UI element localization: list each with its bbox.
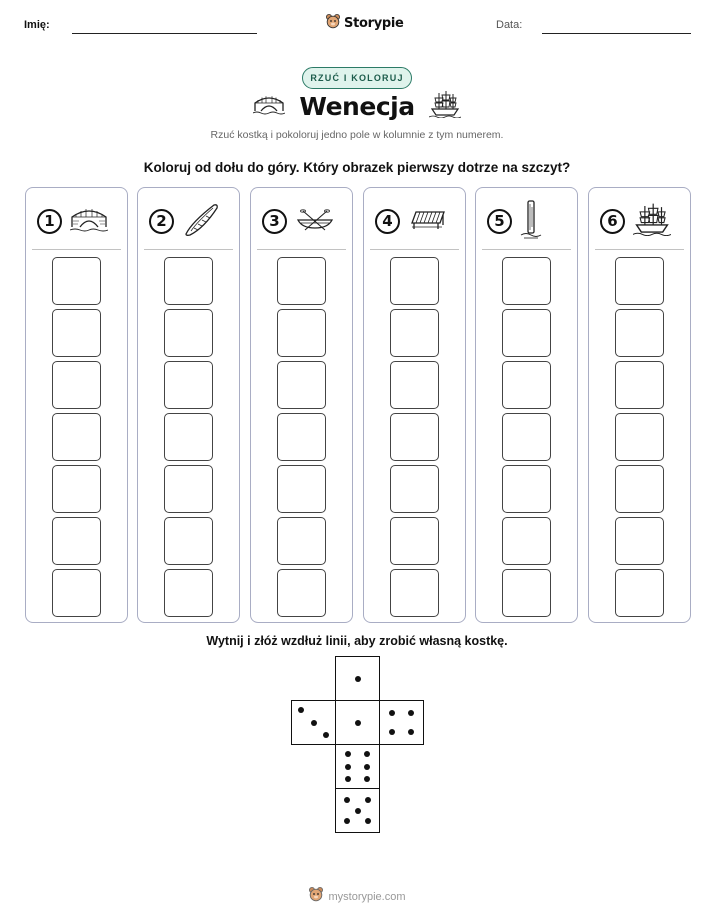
bear-mascot-icon [325,13,341,34]
color-cell[interactable] [52,309,101,357]
color-cell[interactable] [277,361,326,409]
dice-pip [364,764,370,770]
column-header [375,202,459,240]
color-cell[interactable] [390,465,439,513]
rowboat-icon [295,206,335,237]
color-cell[interactable] [615,361,664,409]
dice-pip [344,797,350,803]
cut-instruction: Wytnij i złóż wzdłuż linii, aby zrobić własną kostkę. [206,634,508,648]
sailing-ship-icon [633,202,671,241]
color-cell[interactable] [502,569,551,617]
brand-name: Storypie [344,16,404,31]
column-divider [32,249,121,250]
color-cell[interactable] [164,569,213,617]
date-label: Data: [496,19,523,31]
title-row [0,90,714,123]
dice-pip [345,776,351,782]
race-column-5 [475,187,578,623]
dice-pip [365,797,371,803]
brand-logo [325,13,404,34]
sailing-ship-icon [429,90,461,123]
color-cell[interactable] [277,569,326,617]
footer-url: mystorypie.com [328,890,406,903]
color-cell[interactable] [52,465,101,513]
race-column-3 [250,187,353,623]
column-number: 5 [487,209,512,234]
dice-face-3 [291,700,336,745]
color-cell[interactable] [502,361,551,409]
dice-pip [298,707,304,713]
color-cell[interactable] [164,257,213,305]
dice-pip [355,808,361,814]
footer [0,886,714,907]
color-cell[interactable] [615,517,664,565]
dice-pip [355,720,361,726]
column-header [37,202,121,240]
color-cell[interactable] [615,309,664,357]
color-cell[interactable] [390,361,439,409]
color-cell[interactable] [390,257,439,305]
column-divider [482,249,571,250]
color-cell[interactable] [390,309,439,357]
race-column-4 [363,187,466,623]
column-number: 3 [262,209,287,234]
color-cell[interactable] [164,413,213,461]
dice-pip [344,818,350,824]
color-cell[interactable] [164,517,213,565]
column-number: 6 [600,209,625,234]
dice-pip [345,764,351,770]
dice-face-4 [379,700,424,745]
bridge-icon [253,93,285,120]
dice-face-1 [335,700,380,745]
dice-face-1 [335,656,380,701]
color-cell[interactable] [164,361,213,409]
page-title: Wenecja [299,92,415,121]
dice-pip [408,729,414,735]
color-cell[interactable] [52,569,101,617]
color-cell[interactable] [502,257,551,305]
color-cell[interactable] [277,465,326,513]
dice-pip [323,732,329,738]
gondola-icon [182,202,220,241]
dice-face-5 [335,788,380,833]
bear-mascot-icon [308,886,324,907]
column-number: 4 [375,209,400,234]
dice-pip [365,818,371,824]
color-cell[interactable] [52,361,101,409]
race-column-1 [25,187,128,623]
dice-pip [345,751,351,757]
activity-badge: RZUĆ I KOLORUJ [302,67,412,89]
column-divider [144,249,233,250]
color-cell[interactable] [502,465,551,513]
name-label: Imię: [24,19,50,31]
color-cell[interactable] [502,413,551,461]
color-cell[interactable] [615,569,664,617]
color-cell[interactable] [390,517,439,565]
color-cell[interactable] [277,413,326,461]
mooring-pole-icon [520,199,542,244]
color-cell[interactable] [52,257,101,305]
color-cell[interactable] [52,413,101,461]
name-write-line[interactable] [72,33,257,34]
dice-pip [364,776,370,782]
wooden-pier-icon [408,206,448,237]
color-cell[interactable] [502,309,551,357]
column-header [487,202,571,240]
color-cell[interactable] [390,413,439,461]
bridge-icon [70,205,108,238]
dice-pip [364,751,370,757]
color-cell[interactable] [502,517,551,565]
race-column-6 [588,187,691,623]
column-divider [257,249,346,250]
subtitle: Rzuć kostką i pokoloruj jedno pole w kolumnie z tym numerem. [210,129,504,141]
column-divider [595,249,684,250]
date-write-line[interactable] [542,33,691,34]
color-cell[interactable] [277,257,326,305]
color-cell[interactable] [615,465,664,513]
color-cell[interactable] [52,517,101,565]
dice-pip [389,710,395,716]
column-number: 1 [37,209,62,234]
column-header [600,202,684,240]
dice-pip [408,710,414,716]
column-header [149,202,233,240]
color-cell[interactable] [164,309,213,357]
dice-face-6 [335,744,380,789]
race-column-2 [137,187,240,623]
color-cell[interactable] [164,465,213,513]
instruction: Koloruj od dołu do góry. Który obrazek pierwszy dotrze na szczyt? [143,160,571,175]
column-number: 2 [149,209,174,234]
dice-pip [355,676,361,682]
color-cell[interactable] [615,257,664,305]
dice-pip [389,729,395,735]
column-header [262,202,346,240]
dice-pip [311,720,317,726]
color-cell[interactable] [390,569,439,617]
column-divider [370,249,459,250]
color-cell[interactable] [277,517,326,565]
color-cell[interactable] [277,309,326,357]
color-cell[interactable] [615,413,664,461]
